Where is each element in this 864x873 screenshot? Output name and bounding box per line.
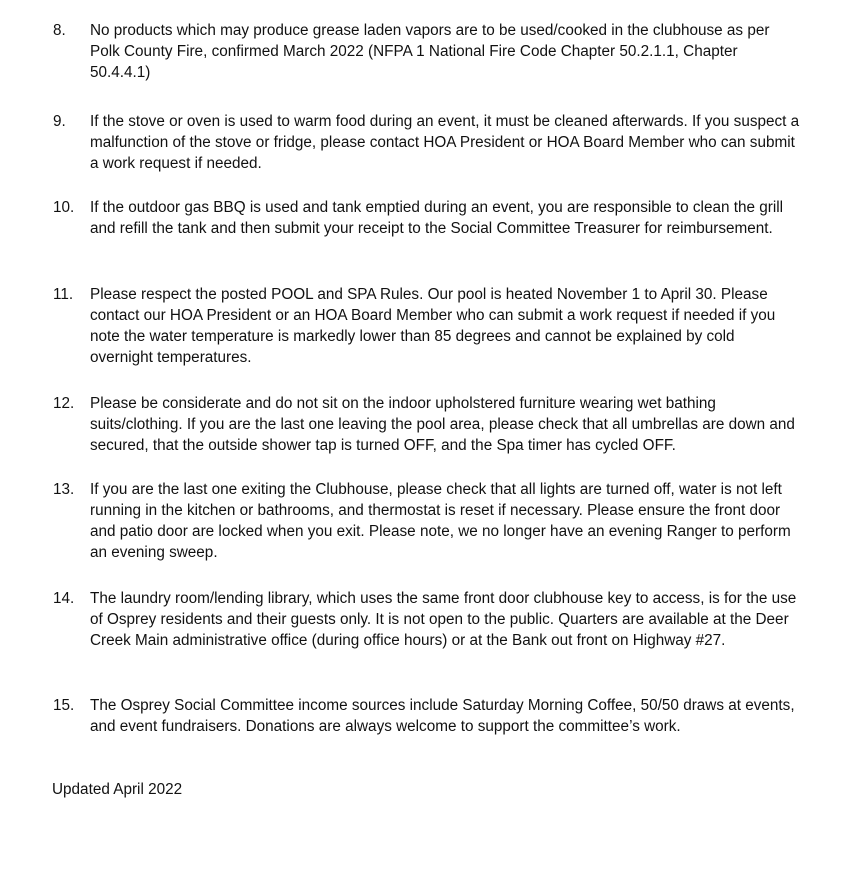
rule-text: If the stove or oven is used to warm food during an event, it must be cleaned afterwards. If you suspect a malfunction of the stove or fridge, please contact HOA President or HOA Board Member who can submit a work request if needed. — [90, 113, 800, 172]
rule-number: 14. — [53, 590, 75, 607]
rule-number: 8. — [53, 22, 66, 39]
rule-text: Please be considerate and do not sit on the indoor upholstered furniture wearing wet bathing suits/clothing. If you are the last one leaving the pool area, please check that all umbrellas are down and secured, that the outside shower tap is turned OFF, and the Spa timer has cycled OFF. — [90, 395, 795, 454]
rule-number: 10. — [53, 199, 75, 216]
rule-number: 15. — [53, 697, 75, 714]
rule-text: Please respect the posted POOL and SPA Rules. Our pool is heated November 1 to April 30. Please contact our HOA President or an HOA Board Member who can submit a work request if needed if you note the water temperature is markedly lower than 85 degrees and cannot be explained by cold overnight temperatures. — [90, 286, 776, 366]
rule-text: The Osprey Social Committee income sources include Saturday Morning Coffee, 50/50 draws at events, and event fundraisers. Donations are always welcome to support the committee’s work. — [90, 697, 795, 735]
rule-number: 13. — [53, 481, 75, 498]
rule-number: 9. — [53, 113, 66, 130]
rule-number: 11. — [53, 286, 74, 303]
rule-number: 12. — [53, 395, 75, 412]
rule-text: The laundry room/lending library, which uses the same front door clubhouse key to access, is for the use of Osprey residents and their guests only. It is not open to the public. Quarters are available at the Deer Creek Main administrative office (during office hours) or at the Bank out front on Highway #27. — [90, 590, 797, 649]
rule-text: No products which may produce grease laden vapors are to be used/cooked in the clubhouse as per Polk County Fire, confirmed March 2022 (NFPA 1 National Fire Code Chapter 50.2.1.1, Chapter 50.4.4.1) — [90, 22, 770, 81]
updated-date: Updated April 2022 — [52, 781, 183, 798]
rule-text: If you are the last one exiting the Clubhouse, please check that all lights are turned off, water is not left running in the kitchen or bathrooms, and thermostat is reset if necessary. Please ensure the front door and patio door are locked when you exit. Please note, we no longer have an evening Ranger to perform an evening sweep. — [90, 481, 791, 561]
rule-text: If the outdoor gas BBQ is used and tank emptied during an event, you are responsible to clean the grill and refill the tank and then submit your receipt to the Social Committee Treasurer for reimbursement. — [90, 199, 784, 237]
